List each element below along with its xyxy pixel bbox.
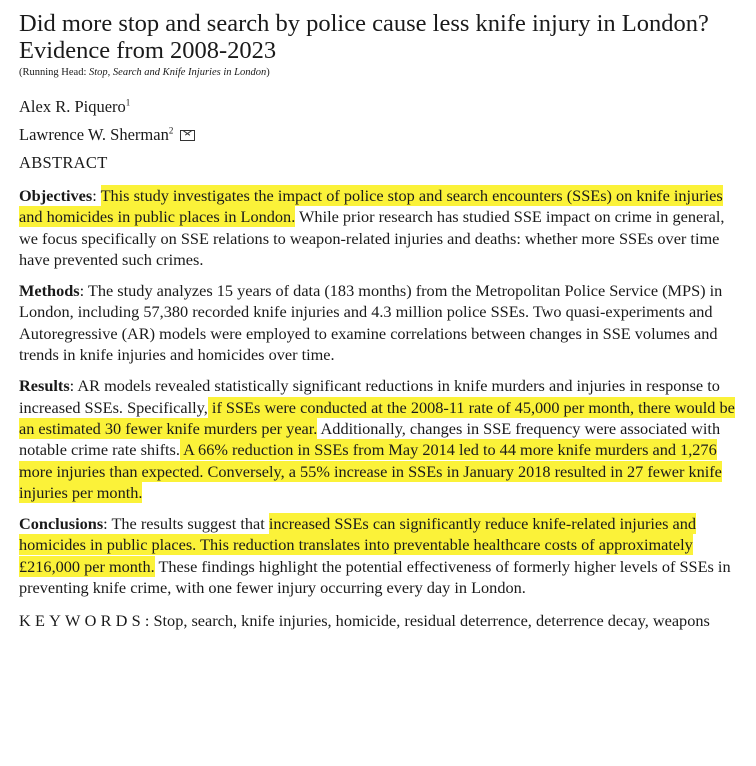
conclusions-label: Conclusions [19, 514, 104, 534]
objectives-separator: : [92, 186, 101, 205]
methods-paragraph [19, 280, 744, 365]
running-head-prefix: (Running Head: [19, 67, 89, 78]
keywords-line [19, 610, 744, 631]
conclusions-paragraph [19, 513, 744, 598]
objectives-label: Objectives [19, 186, 93, 205]
conclusions-text-2: These findings highlight the potential effectiveness of formerly higher levels of SSEs in preventing knife crime, with one fewer injury occurring every day in London. [19, 556, 731, 598]
results-paragraph [19, 375, 744, 503]
envelope-icon[interactable] [180, 130, 195, 141]
keywords-text: Stop, search, knife injuries, homicide, residual deterrence, deterrence decay, weapons [153, 611, 710, 631]
author-1-name: Alex R. Piquero [19, 97, 126, 116]
author-2-name: Lawrence W. Sherman [19, 125, 169, 144]
results-label: Results [19, 376, 70, 396]
keywords-separator: : [144, 611, 154, 631]
objectives-paragraph [19, 185, 744, 270]
author-2 [19, 125, 744, 145]
author-1 [19, 97, 744, 117]
results-text-2: Additionally, changes in SSE frequency were associated with notable crime rate shifts. [19, 418, 721, 460]
methods-separator: : [79, 281, 88, 301]
abstract-heading: ABSTRACT [19, 153, 108, 172]
conclusions-highlight: increased SSEs can significantly reduce knife-related injuries and homicides in public places. This reduction translates into preventable healthcare costs of approximately £216,000 per month. [19, 514, 697, 576]
methods-text: The study analyzes 15 years of data (183 months) from the Metropolitan Police Service (MPS) in London, including 57,380 recorded knife injuries and 4.3 million police SSEs. Two quasi-experiments and Autoregressive (AR) models were employed to examine correlations between changes in SSE volumes and trends in knife injuries and homicides over time. [19, 281, 723, 365]
paper-title: Did more stop and search by police cause less knife injury in London? Evidence from 2008-2023 [19, 10, 709, 64]
objectives-text: While prior research has studied SSE impact on crime in general, we focus specifically on SSE relations to weapon-related injuries and deaths: whether more SSEs over time have prevented such crimes. [19, 207, 725, 269]
methods-label: Methods [19, 281, 80, 301]
author-1-affiliation-mark: 1 [125, 97, 131, 108]
results-highlight-1: if SSEs were conducted at the 2008-11 rate of 45,000 per month, there would be an estimated 30 fewer knife murders per year. [19, 397, 735, 438]
running-head-suffix: ) [266, 67, 270, 78]
author-2-affiliation-mark: 2 [168, 125, 174, 136]
keywords-label: KEYWORDS [19, 611, 145, 631]
conclusions-text-1: The results suggest that [111, 514, 269, 534]
results-separator: : [69, 376, 78, 396]
running-head-text: Stop, Search and Knife Injuries in London [89, 67, 267, 78]
paper-page [19, 10, 744, 632]
objectives-highlight: This study investigates the impact of police stop and search encounters (SSEs) on knife injuries and homicides in public places in London. [19, 186, 723, 227]
running-head [19, 66, 744, 79]
conclusions-separator: : [103, 514, 112, 534]
results-text-1: AR models revealed statistically significant reductions in knife murders and injuries in response to increased SSEs. Specifically, [19, 376, 720, 417]
results-highlight-2: A 66% reduction in SSEs from May 2014 led to 44 more knife murders and 1,276 more injuries than expected. Conversely, a 55% increase in SSEs in January 2018 resulted in 27 fewer knife injuries per month. [19, 440, 722, 502]
